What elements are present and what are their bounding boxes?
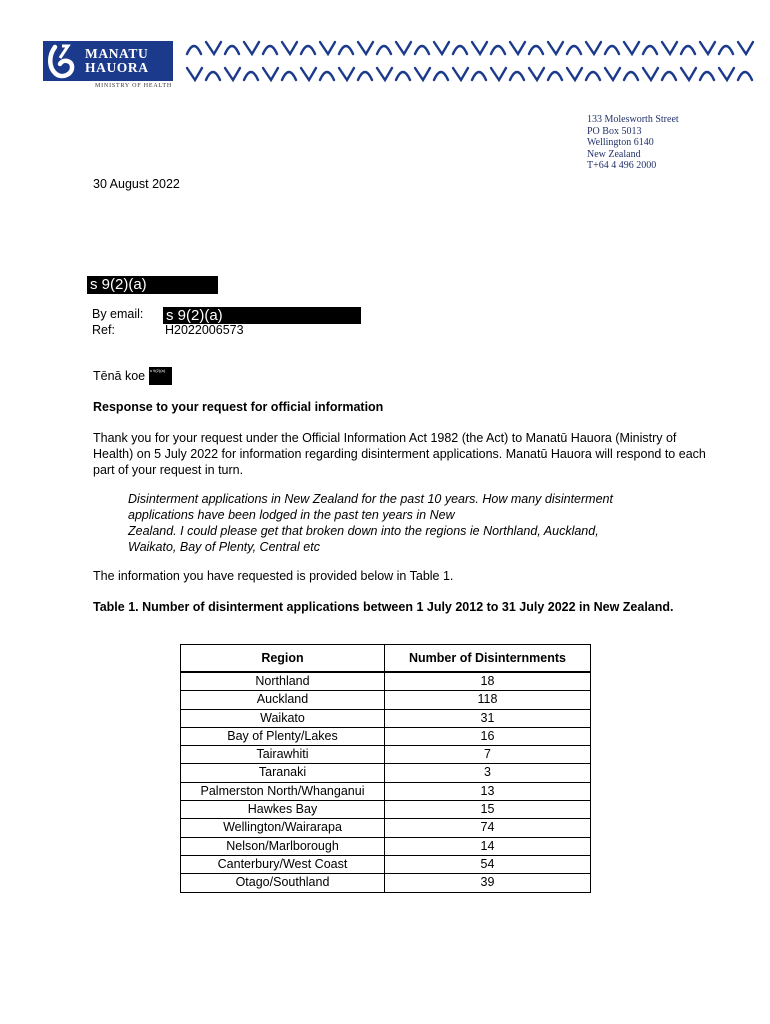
count-cell: 14 <box>385 837 591 855</box>
count-cell: 13 <box>385 782 591 800</box>
region-cell: Nelson/Marlborough <box>181 837 385 855</box>
table-row <box>181 746 591 764</box>
logo-line2: HAUORA <box>85 60 149 75</box>
address-line: 133 Molesworth Street <box>587 114 679 125</box>
count-cell: 39 <box>385 874 591 892</box>
table-row <box>181 819 591 837</box>
table-row <box>181 691 591 709</box>
region-cell: Waikato <box>181 709 385 727</box>
address-line: Wellington 6140 <box>587 137 654 149</box>
table-row <box>181 782 591 800</box>
logo-line1: MANATU <box>85 46 149 61</box>
count-cell: 31 <box>385 709 591 727</box>
region-cell: Wellington/Wairarapa <box>181 819 385 837</box>
disinterment-table <box>180 644 591 893</box>
table-row <box>181 801 591 819</box>
count-cell: 18 <box>385 672 591 691</box>
region-cell: Palmerston North/Whanganui <box>181 782 385 800</box>
email-label: By email: <box>92 307 144 321</box>
region-cell: Hawkes Bay <box>181 801 385 819</box>
region-cell: Canterbury/West Coast <box>181 855 385 873</box>
logo-text <box>85 47 149 75</box>
info-line: The information you have requested is provided below in Table 1. <box>93 569 454 583</box>
quote-line: Zealand. I could please get that broken down into the regions ie Northland, Auckland, <box>128 524 599 538</box>
region-cell: Taranaki <box>181 764 385 782</box>
table-row <box>181 709 591 727</box>
table-row <box>181 874 591 892</box>
count-cell: 54 <box>385 855 591 873</box>
ministry-logo <box>43 41 173 81</box>
count-cell: 15 <box>385 801 591 819</box>
region-cell: Auckland <box>181 691 385 709</box>
greeting: Tēnā koe <box>93 369 146 383</box>
region-cell: Otago/Southland <box>181 874 385 892</box>
table-row <box>181 764 591 782</box>
recipient-redaction: s 9(2)(a) <box>87 276 218 294</box>
address-phone: T+64 4 496 2000 <box>587 160 657 172</box>
table-row <box>181 855 591 873</box>
ref-value: H2022006573 <box>165 323 244 337</box>
koru-logo-icon <box>43 41 85 81</box>
table-header-row <box>181 645 591 673</box>
address-block <box>587 114 747 172</box>
greeting-redaction: s 9(2)(a) <box>149 367 172 385</box>
count-cell: 7 <box>385 746 591 764</box>
region-cell: Bay of Plenty/Lakes <box>181 727 385 745</box>
intro-paragraph: Thank you for your request under the Official Information Act 1982 (the Act) to Manatū Hauora (Ministry of Health) on 5 July 2022 for information regarding disinterment applications. Manatū Hauora will respond to each part of your request in turn. <box>93 431 706 477</box>
quote-line: Waikato, Bay of Plenty, Central etc <box>128 540 320 554</box>
table-row <box>181 672 591 691</box>
table-row <box>181 837 591 855</box>
region-cell: Tairawhiti <box>181 746 385 764</box>
letter-date: 30 August 2022 <box>93 177 180 191</box>
address-line: New Zealand <box>587 148 641 160</box>
decorative-pattern <box>185 38 755 84</box>
logo-subtitle: MINISTRY OF HEALTH <box>95 83 172 89</box>
count-cell: 74 <box>385 819 591 837</box>
column-header-count: Number of Disinternments <box>385 645 591 673</box>
letter-heading: Response to your request for official information <box>93 400 384 414</box>
quote-line: Disinterment applications in New Zealand for the past 10 years. How many disinterment <box>128 492 613 506</box>
ref-label: Ref: <box>92 323 115 337</box>
column-header-region: Region <box>181 645 385 673</box>
table-caption: Table 1. Number of disinterment applications between 1 July 2012 to 31 July 2022 in New Zealand. <box>93 600 674 614</box>
quote-line: applications have been lodged in the past ten years in New <box>128 508 455 522</box>
count-cell: 118 <box>385 691 591 709</box>
region-cell: Northland <box>181 672 385 691</box>
count-cell: 3 <box>385 764 591 782</box>
request-quote <box>128 491 698 555</box>
table-row <box>181 727 591 745</box>
address-line: PO Box 5013 <box>587 125 642 137</box>
count-cell: 16 <box>385 727 591 745</box>
email-redaction: s 9(2)(a) <box>163 307 361 324</box>
